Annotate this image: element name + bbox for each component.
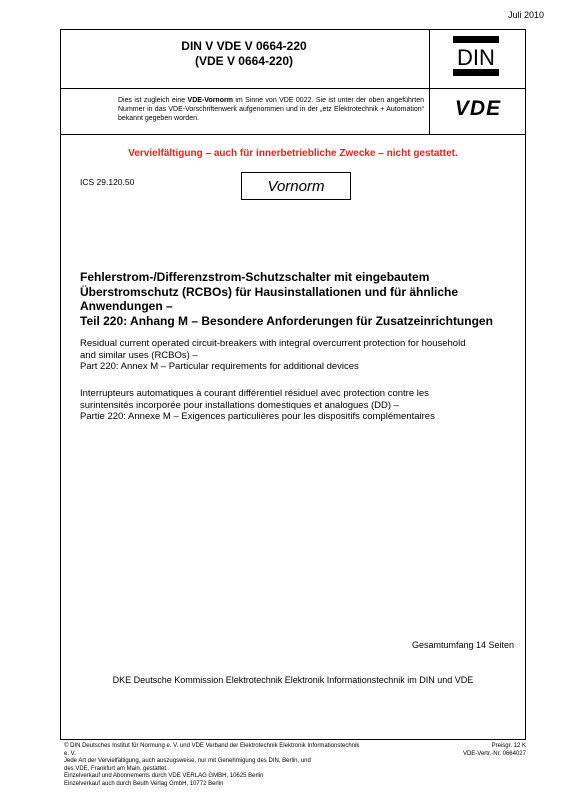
footer-line: © DIN Deutsches Institut für Normung e. V. und VDE Verband der Elektrotechnik Elektronik Informationstechnik e. V. — [64, 743, 360, 757]
footer-line: des VDE, Frankfurt am Main, gestattet. — [64, 765, 168, 772]
title-line: Partie 220: Annexe M – Exigences particulières pour les dispositifs complémentaires — [80, 411, 435, 422]
document-number — [60, 39, 428, 69]
svg-text:DIN: DIN — [457, 45, 495, 70]
title-line: Fehlerstrom-/Differenzstrom-Schutzschalter mit eingebautem — [80, 270, 430, 284]
title-french — [80, 388, 520, 423]
svg-text:VDE: VDE — [454, 97, 502, 120]
price-group: Preisgr. 12 K — [491, 743, 526, 749]
page-count: Gesamtumfang 14 Seiten — [411, 640, 514, 650]
frame-divider — [61, 88, 525, 89]
footer-line: Einzelverkauf und Abonnements durch VDE VERLAG GMBH, 10625 Berlin — [64, 773, 264, 780]
title-line: surintensités incorporée pour installations domestiques et analogues (DD) – — [80, 399, 399, 411]
title-line: Residual current operated circuit-breakers with integral overcurrent protection for household — [80, 338, 466, 349]
title-line: Anwendungen – — [80, 299, 173, 313]
frame-divider — [61, 134, 525, 135]
title-line: and similar uses (RCBOs) – — [80, 349, 198, 361]
cover-frame — [60, 29, 526, 740]
ics-code: ICS 29.120.50 — [80, 177, 135, 187]
status-badge: Vornorm — [241, 172, 351, 200]
title-line: Teil 220: Anhang M – Besondere Anforderungen für Zusatzeinrichtungen — [80, 313, 493, 328]
committee-name: DKE Deutsche Kommission Elektrotechnik Elektronik Informationstechnik im DIN und VDE — [112, 675, 474, 685]
copy-warning: Vervielfältigung – auch für innerbetriebliche Zwecke – nicht gestattet. — [128, 148, 458, 159]
title-line: Part 220: Annex M – Particular requirements for additional devices — [80, 361, 359, 372]
document-number-din: DIN V VDE V 0664-220 — [181, 39, 307, 53]
frame-divider — [429, 30, 430, 134]
vde-distribution-number: VDE-Vertr.-Nr. 0664027 — [462, 750, 526, 757]
vornorm-notice: Dies ist zugleich eine VDE-Vornorm im Sinne von VDE 0022. Sie ist unter der oben angeführten Nummer in das VDE-Vorschriftenwerk aufgenommen und in der „etz Elektrotechnik + Automation“ bekannt gegeben worden. — [118, 97, 424, 122]
publication-date: Juli 2010 — [507, 10, 544, 20]
title-german — [80, 270, 520, 328]
footer-line: Jede Art der Vervielfältigung, auch auszugsweise, nur mit Genehmigung des DIN, Berlin, und — [64, 758, 311, 765]
footer-line: Einzelverkauf auch durch Beuth Verlag GmbH, 10772 Berlin — [64, 780, 224, 787]
title-line: Interrupteurs automatiques à courant différentiel résiduel avec protection contre les — [80, 388, 429, 399]
title-line: Überstromschutz (RCBOs) für Hausinstallationen und für ähnliche — [80, 284, 459, 299]
vde-logo — [445, 94, 511, 122]
document-number-vde: (VDE V 0664-220) — [194, 54, 294, 68]
title-english — [80, 338, 520, 373]
price-footer — [463, 743, 526, 758]
din-logo — [452, 35, 500, 77]
copyright-footer — [64, 743, 364, 789]
